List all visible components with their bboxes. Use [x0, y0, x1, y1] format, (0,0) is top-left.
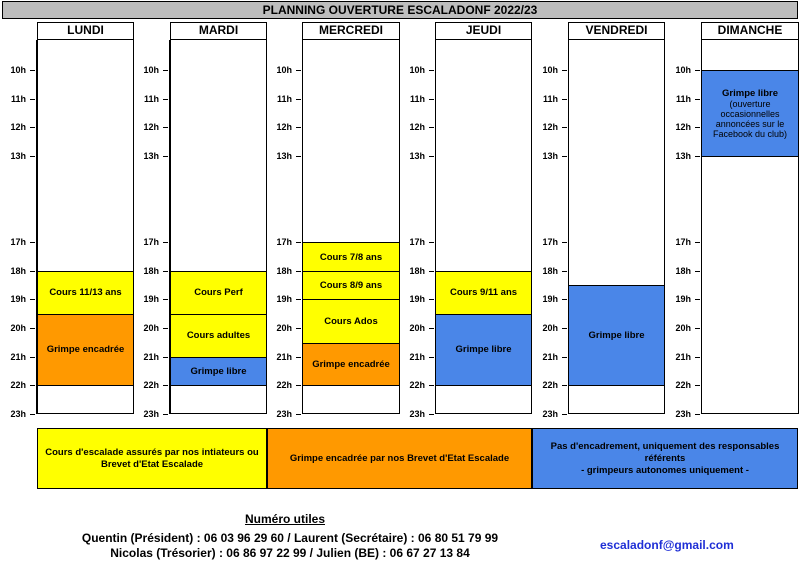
hour-tick	[562, 385, 567, 386]
hour-tick	[429, 385, 434, 386]
hour-tick	[695, 99, 700, 100]
hour-label: 10h	[143, 65, 159, 75]
hour-label: 22h	[675, 380, 691, 390]
hour-label: 23h	[276, 409, 292, 419]
hour-tick	[296, 242, 301, 243]
hour-label: 17h	[276, 237, 292, 247]
hour-tick	[695, 299, 700, 300]
hour-label: 18h	[542, 266, 558, 276]
hour-label: 10h	[542, 65, 558, 75]
event-block	[170, 314, 267, 359]
hour-tick	[296, 127, 301, 128]
hour-label: 22h	[10, 380, 26, 390]
day-column-jeudi	[435, 40, 532, 414]
day-header-lundi: LUNDI	[37, 22, 134, 40]
hour-label: 21h	[409, 352, 425, 362]
hour-label: 21h	[143, 352, 159, 362]
hour-label: 18h	[409, 266, 425, 276]
hour-label: 19h	[143, 294, 159, 304]
hour-label: 19h	[276, 294, 292, 304]
hour-tick	[695, 242, 700, 243]
event-block	[302, 299, 400, 344]
hour-tick	[30, 385, 35, 386]
hour-tick	[562, 271, 567, 272]
event-block	[302, 343, 400, 387]
hour-label: 10h	[409, 65, 425, 75]
hour-label: 17h	[542, 237, 558, 247]
hour-tick	[163, 70, 168, 71]
hour-label: 19h	[542, 294, 558, 304]
hour-tick	[163, 156, 168, 157]
legend-grimpe-libre	[532, 428, 798, 489]
day-header-mercredi: MERCREDI	[302, 22, 400, 40]
hour-tick	[695, 357, 700, 358]
time-column	[532, 40, 569, 419]
hour-tick	[695, 271, 700, 272]
time-column	[665, 40, 702, 419]
hour-label: 23h	[143, 409, 159, 419]
hour-tick	[296, 414, 301, 415]
hour-label: 23h	[409, 409, 425, 419]
hour-tick	[296, 385, 301, 386]
hour-tick	[695, 385, 700, 386]
hour-label: 20h	[276, 323, 292, 333]
contact-email[interactable]: escaladonf@gmail.com	[600, 538, 734, 552]
event-label: Grimpe libre	[588, 330, 645, 341]
day-column-lundi	[37, 40, 134, 414]
hour-tick	[429, 414, 434, 415]
hour-tick	[429, 328, 434, 329]
hour-tick	[163, 328, 168, 329]
hour-label: 17h	[143, 237, 159, 247]
hour-tick	[163, 414, 168, 415]
day-column-vendredi	[568, 40, 665, 414]
time-column	[133, 40, 170, 419]
time-column	[399, 40, 436, 419]
legend-grimpe-encadree	[267, 428, 532, 489]
contacts-title: Numéro utiles	[244, 512, 325, 526]
event-label: Grimpe libre	[190, 366, 247, 377]
day-header-mardi: MARDI	[170, 22, 267, 40]
hour-tick	[429, 156, 434, 157]
page-title: PLANNING OUVERTURE ESCALADONF 2022/23	[2, 1, 798, 19]
hour-tick	[30, 357, 35, 358]
day-column-mercredi	[302, 40, 400, 414]
hour-label: 19h	[675, 294, 691, 304]
day-header-vendredi: VENDREDI	[568, 22, 665, 40]
hour-label: 20h	[542, 323, 558, 333]
hour-label: 11h	[10, 94, 26, 104]
hour-label: 20h	[675, 323, 691, 333]
hour-tick	[163, 127, 168, 128]
hour-tick	[562, 357, 567, 358]
event-label: Cours Ados	[324, 315, 378, 327]
event-label: Cours 8/9 ans	[319, 280, 383, 291]
hour-label: 20h	[10, 323, 26, 333]
hour-tick	[562, 242, 567, 243]
legend-grimpe-libre-text-1: Pas d'encadrement, uniquement des responsables référents	[550, 440, 780, 464]
hour-label: 22h	[409, 380, 425, 390]
event-block	[701, 70, 799, 157]
hour-label: 12h	[409, 122, 425, 132]
hour-tick	[562, 328, 567, 329]
legend-grimpe-encadree-text: Grimpe encadrée par nos Brevet d'Etat Escalade	[289, 452, 510, 464]
hour-label: 17h	[409, 237, 425, 247]
hour-tick	[429, 242, 434, 243]
hour-tick	[562, 156, 567, 157]
hour-label: 17h	[10, 237, 26, 247]
hour-tick	[163, 242, 168, 243]
hour-label: 11h	[409, 94, 425, 104]
hour-label: 23h	[542, 409, 558, 419]
hour-tick	[429, 70, 434, 71]
hour-label: 13h	[143, 151, 159, 161]
hour-label: 22h	[542, 380, 558, 390]
hour-tick	[30, 70, 35, 71]
legend-cours	[37, 428, 267, 489]
contact-line-2: Nicolas (Trésorier) : 06 86 97 22 99 / Julien (BE) : 06 67 27 13 84	[110, 546, 470, 560]
event-label: Cours 7/8 ans	[319, 251, 383, 263]
time-column	[266, 40, 303, 419]
hour-label: 23h	[10, 409, 26, 419]
event-block	[170, 357, 267, 386]
event-label: Cours adultes	[186, 330, 251, 342]
hour-tick	[296, 357, 301, 358]
hour-tick	[163, 99, 168, 100]
event-block	[435, 271, 532, 315]
event-block	[302, 271, 400, 300]
event-label: Grimpe libre	[455, 344, 512, 356]
hour-label: 21h	[10, 352, 26, 362]
hour-label: 12h	[10, 122, 26, 132]
hour-tick	[296, 271, 301, 272]
hour-tick	[695, 414, 700, 415]
hour-label: 23h	[675, 409, 691, 419]
hour-tick	[562, 127, 567, 128]
hour-label: 18h	[276, 266, 292, 276]
hour-label: 13h	[409, 151, 425, 161]
legend-cours-text: Cours d'escalade assurés par nos intiateurs ou Brevet d'Etat Escalade	[45, 446, 259, 470]
hour-tick	[30, 242, 35, 243]
hour-label: 11h	[276, 94, 292, 104]
event-block	[302, 242, 400, 272]
hour-label: 11h	[542, 94, 558, 104]
hour-tick	[562, 414, 567, 415]
hour-tick	[562, 99, 567, 100]
hour-tick	[296, 156, 301, 157]
hour-label: 20h	[143, 323, 159, 333]
hour-tick	[296, 299, 301, 300]
hour-tick	[30, 328, 35, 329]
event-label: Grimpe encadrée	[46, 344, 125, 356]
hour-tick	[296, 70, 301, 71]
hour-tick	[429, 127, 434, 128]
hour-label: 12h	[542, 122, 558, 132]
hour-tick	[163, 271, 168, 272]
hour-label: 21h	[542, 352, 558, 362]
event-label: Cours Perf	[194, 287, 243, 299]
hour-label: 10h	[276, 65, 292, 75]
hour-label: 10h	[675, 65, 691, 75]
hour-label: 20h	[409, 323, 425, 333]
event-sublabel: (ouverture occasionnelles annoncées sur le Facebook du club)	[712, 99, 788, 139]
event-block	[435, 314, 532, 387]
hour-tick	[163, 299, 168, 300]
hour-tick	[30, 299, 35, 300]
hour-tick	[30, 271, 35, 272]
hour-tick	[30, 156, 35, 157]
day-header-dimanche: DIMANCHE	[701, 22, 799, 40]
hour-label: 19h	[10, 294, 26, 304]
hour-label: 21h	[675, 352, 691, 362]
event-block	[568, 285, 665, 386]
hour-tick	[30, 127, 35, 128]
hour-label: 13h	[542, 151, 558, 161]
hour-tick	[163, 385, 168, 386]
hour-label: 11h	[143, 94, 159, 104]
hour-tick	[429, 357, 434, 358]
hour-label: 13h	[10, 151, 26, 161]
hour-label: 13h	[675, 151, 691, 161]
hour-tick	[296, 328, 301, 329]
hour-tick	[429, 99, 434, 100]
hour-label: 11h	[675, 94, 691, 104]
hour-tick	[695, 127, 700, 128]
hour-tick	[695, 70, 700, 71]
hour-label: 17h	[675, 237, 691, 247]
event-label: Cours 11/13 ans	[49, 287, 122, 299]
hour-label: 13h	[276, 151, 292, 161]
hour-tick	[562, 299, 567, 300]
event-label: Cours 9/11 ans	[449, 287, 518, 299]
hour-label: 12h	[143, 122, 159, 132]
hour-tick	[296, 99, 301, 100]
contact-line-1: Quentin (Président) : 06 03 96 29 60 / Laurent (Secrétaire) : 06 80 51 79 99	[81, 531, 499, 545]
time-column	[0, 40, 37, 419]
hour-tick	[30, 99, 35, 100]
hour-label: 18h	[143, 266, 159, 276]
hour-tick	[562, 70, 567, 71]
day-column-dimanche	[701, 40, 799, 414]
day-header-jeudi: JEUDI	[435, 22, 532, 40]
event-label: Grimpe encadrée	[312, 358, 390, 370]
hour-tick	[30, 414, 35, 415]
hour-label: 18h	[10, 266, 26, 276]
event-block	[37, 271, 134, 315]
day-column-mardi	[170, 40, 267, 414]
hour-tick	[163, 357, 168, 358]
hour-label: 12h	[276, 122, 292, 132]
hour-label: 22h	[276, 380, 292, 390]
hour-label: 18h	[675, 266, 691, 276]
event-label: Grimpe libre	[722, 88, 778, 99]
hour-tick	[429, 299, 434, 300]
hour-label: 10h	[10, 65, 26, 75]
hour-tick	[429, 271, 434, 272]
hour-tick	[695, 156, 700, 157]
hour-label: 21h	[276, 352, 292, 362]
legend-grimpe-libre-text-2: - grimpeurs autonomes uniquement -	[581, 464, 749, 476]
hour-label: 22h	[143, 380, 159, 390]
hour-tick	[695, 328, 700, 329]
hour-label: 19h	[409, 294, 425, 304]
event-block	[37, 314, 134, 387]
hour-label: 12h	[675, 122, 691, 132]
event-block	[170, 271, 267, 315]
